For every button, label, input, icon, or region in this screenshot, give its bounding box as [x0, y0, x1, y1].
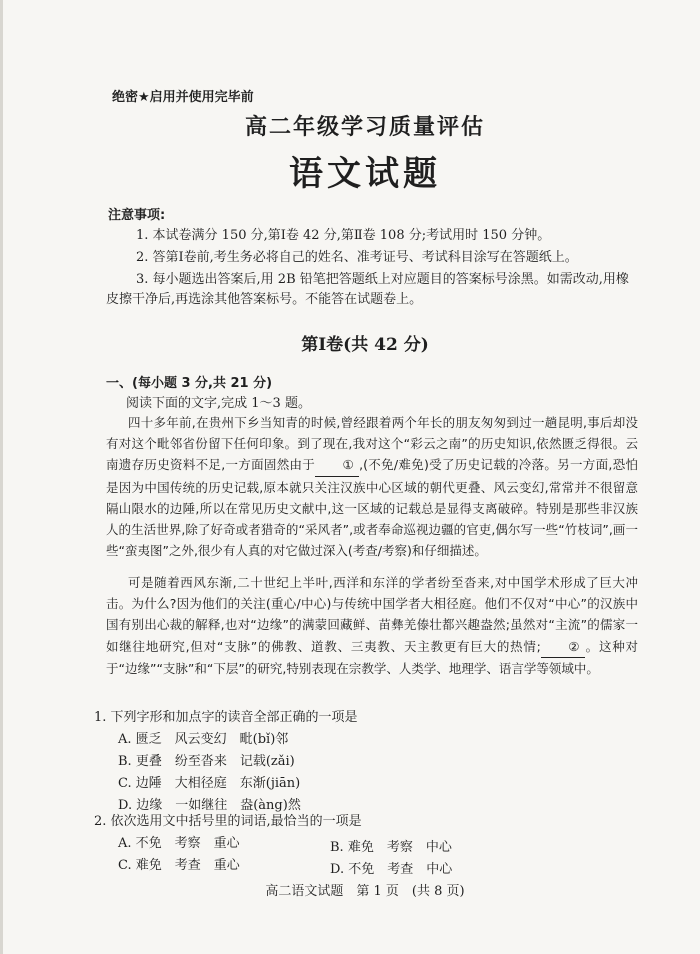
question-2-stem: 2. 依次选用文中括号里的词语,最恰当的一项是	[94, 814, 362, 829]
passage-paragraph-2: 可是随着西风东渐,二十世纪上半叶,西洋和东洋的学者纷至沓来,对中国学术形成了巨大冲击。为什么?因为他们的关注(重心/中心)与传统中国学者大相径庭。他们不仅对“中心”的汉族中国有别出心裁的解释,也对“边缘”的满蒙回藏鲜、苗彝羌傣壮都兴趣盎然;虽然对“主流”的儒家一如继往地研究,但对“支脉”的佛教、道教、三夷教、天主教更有巨大的热情; ② 。这种对于“边缘”“支脉”和“下层”的研究,特别表现在宗教学、人类学、地理学、语言学等领域中。	[106, 575, 639, 676]
reading-instruction: 阅读下面的文字,完成 1～3 题。	[126, 396, 311, 411]
question-2-option-d: D. 不免 考查 中心	[330, 862, 453, 877]
scan-edge	[0, 0, 3, 954]
question-1-option-a: A. 匮乏 风云变幻 毗(bǐ)邻	[118, 732, 289, 747]
question-1-option-b: B. 更叠 纷至沓来 记载(zǎi)	[118, 754, 295, 769]
section-heading: 第Ⅰ卷(共 42 分)	[301, 335, 429, 355]
blank-1: ①	[315, 454, 359, 476]
exam-title: 高二年级学习质量评估	[244, 114, 485, 140]
notice-heading: 注意事项:	[108, 208, 166, 223]
part-heading: 一、(每小题 3 分,共 21 分)	[106, 376, 273, 391]
question-1-stem: 1. 下列字形和加点字的读音全部正确的一项是	[94, 710, 358, 725]
page-footer: 高二语文试题 第 1 页 (共 8 页)	[265, 884, 465, 899]
confidential-notice: 绝密★启用并使用完毕前	[112, 90, 254, 105]
notice-item-1: 1. 本试卷满分 150 分,第Ⅰ卷 42 分,第Ⅱ卷 108 分;考试用时 150 分钟。	[136, 228, 551, 243]
question-1-option-d: D. 边缘 一如继往 盎(àng)然	[118, 798, 301, 813]
notice-item-3: 3. 每小题选出答案后,用 2B 铅笔把答题纸上对应题目的答案标号涂黑。如需改动,用橡	[136, 272, 629, 287]
question-1-option-c: C. 边陲 大相径庭 东渐(jiān)	[118, 776, 301, 791]
blank-2: ②	[541, 636, 585, 658]
notice-item-3-cont: 皮擦干净后,再选涂其他答案标号。不能答在试题卷上。	[106, 292, 423, 307]
question-2-option-b: B. 难免 考察 中心	[330, 840, 452, 855]
notice-item-2: 2. 答第Ⅰ卷前,考生务必将自己的姓名、准考证号、考试科目涂写在答题纸上。	[136, 250, 578, 265]
question-2-option-c: C. 难免 考查 重心	[118, 858, 240, 873]
question-2-option-a: A. 不免 考察 重心	[118, 836, 240, 851]
subject-title: 语文试题	[289, 154, 441, 194]
passage-paragraph-1: 四十多年前,在贵州下乡当知青的时候,曾经跟着两个年长的朋友匆匆到过一趟昆明,事后却没有对这个毗邻省份留下任何印象。到了现在,我对这个“彩云之南”的历史知识,依然匮乏得很。云南遗存历史资料不足,一方面固然由于 ① ,(不免/难免)受了历史记载的冷落。另一方面,恐怕是因为中国传统的历史记载,原本就只关注汉族中心区域的朝代更叠、风云变幻,常常并不很留意隔山限水的边陲,所以在常见历史文献中,这一区域的记载总是显得支离破碎。特别是那些非汉族人的生活世界,除了好奇或者猎奇的“采风者”,或者奉命巡视边疆的官吏,偶尔写一些“竹枝词”,画一些“蛮夷图”之外,很少有人真的对它做过深入(考查/考察)和仔细描述。	[106, 415, 638, 559]
